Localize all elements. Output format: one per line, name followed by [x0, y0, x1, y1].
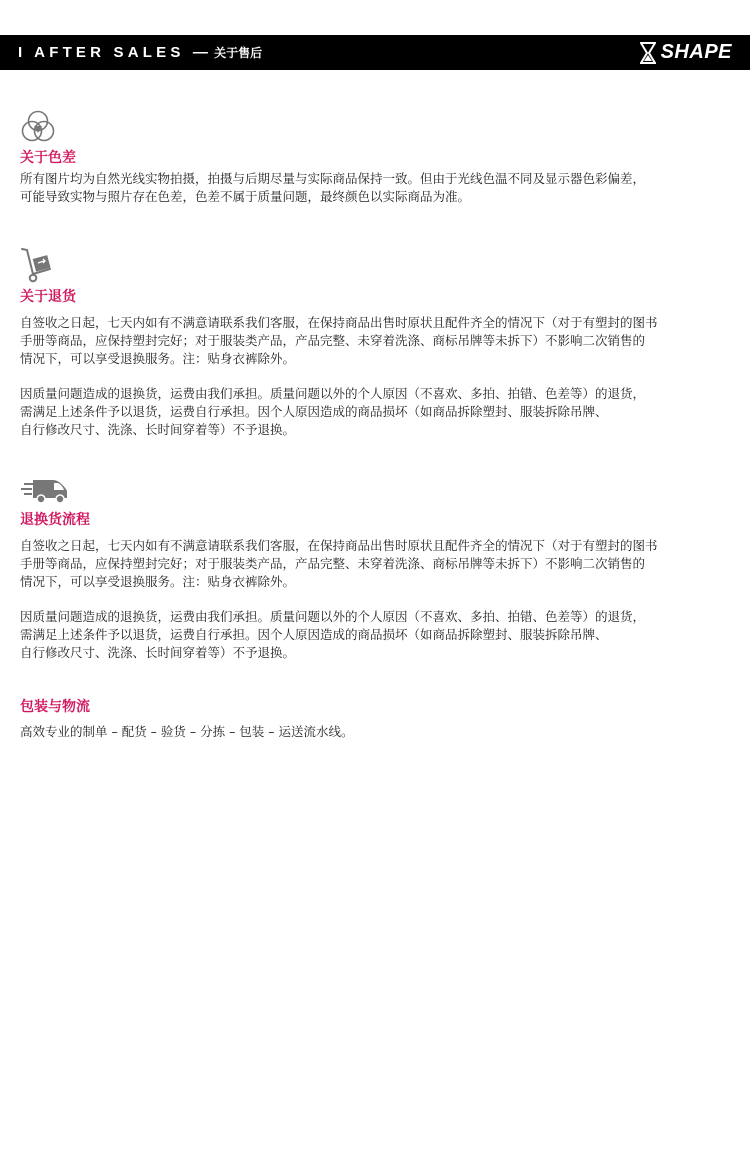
- hand-truck-icon: [20, 247, 54, 283]
- logo-text: SHAPE: [660, 41, 732, 63]
- section-packaging-logistics: [20, 697, 736, 741]
- section-paragraph: 自签收之日起，七天内如有不满意请联系我们客服，在保持商品出售时原状且配件齐全的情况下（对于有塑封的图书 手册等商品，应保持塑封完好；对于服装类产品，产品完整、未穿着洗涤、商标吊牌等未拆下）不影响二次销售的 情况下，可以享受退换服务。注：贴身衣裤除外。: [20, 315, 658, 366]
- section-title: 包装与物流: [20, 699, 90, 715]
- section-paragraph: 因质量问题造成的退换货，运费由我们承担。质量问题以外的个人原因（不喜欢、多拍、拍错、色差等）的退货， 需满足上述条件予以退货，运费自行承担。因个人原因造成的商品损坏（如商品拆除塑封、服装拆除吊牌、 自行修改尺寸、洗涤、长时间穿着等）不予退换。: [20, 609, 646, 660]
- section-title: 退换货流程: [20, 512, 90, 528]
- header-bar: [0, 35, 750, 70]
- section-paragraph: 高效专业的制单 – 配货 – 验货 – 分拣 – 包装 – 运送流水线。: [20, 724, 354, 739]
- section-paragraph: 因质量问题造成的退换货，运费由我们承担。质量问题以外的个人原因（不喜欢、多拍、拍错、色差等）的退货， 需满足上述条件予以退货，运费自行承担。因个人原因造成的商品损坏（如商品拆除塑封、服装拆除吊牌、 自行修改尺寸、洗涤、长时间穿着等）不予退换。: [20, 386, 646, 437]
- section-returns: [20, 247, 736, 439]
- section-return-process: [20, 478, 736, 662]
- section-title: 关于退货: [20, 289, 76, 305]
- header-title-en: I AFTER SALES —: [18, 44, 213, 61]
- color-venn-icon: [20, 110, 56, 144]
- section-color-difference: [20, 110, 736, 206]
- header-title: [18, 35, 262, 70]
- delivery-truck-icon: [20, 478, 70, 504]
- section-paragraph: 所有图片均为自然光线实物拍摄，拍摄与后期尽量与实际商品保持一致。但由于光线色温不同及显示器色彩偏差， 可能导致实物与照片存在色差，色差不属于质量问题，最终颜色以实际商品为准。: [20, 171, 646, 204]
- header-title-cn: 关于售后: [214, 46, 263, 60]
- section-paragraph: 自签收之日起，七天内如有不满意请联系我们客服，在保持商品出售时原状且配件齐全的情况下（对于有塑封的图书 手册等商品，应保持塑封完好；对于服装类产品，产品完整、未穿着洗涤、商标吊牌等未拆下）不影响二次销售的 情况下，可以享受退换服务。注：贴身衣裤除外。: [20, 538, 658, 589]
- hourglass-icon: [640, 42, 656, 64]
- brand-logo: [640, 35, 732, 70]
- section-title: 关于色差: [20, 150, 76, 166]
